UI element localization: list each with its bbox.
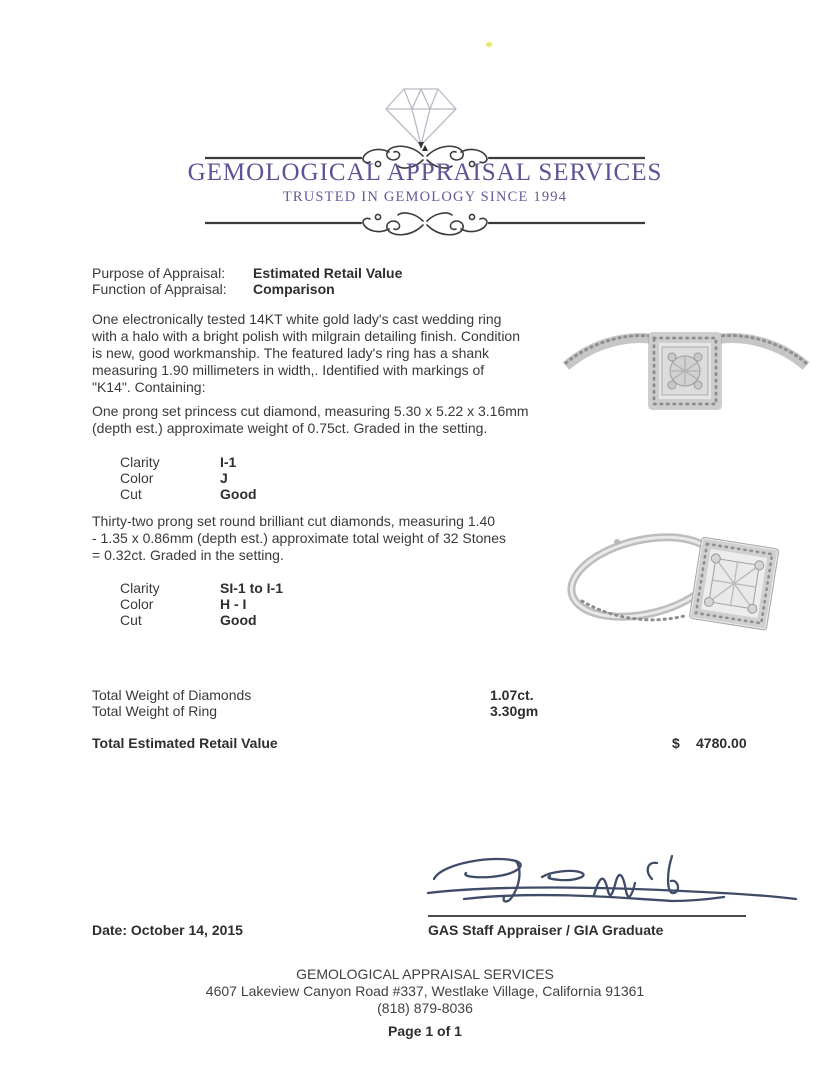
- total-ring-value: 3.30gm: [490, 703, 539, 719]
- company-tagline: TRUSTED IN GEMOLOGY SINCE 1994: [282, 189, 568, 205]
- appraiser-title: GAS Staff Appraiser / GIA Graduate: [428, 922, 664, 938]
- color-label: Color: [120, 596, 154, 612]
- total-ring-row: [92, 703, 538, 720]
- page-number: Page 1 of 1: [388, 1023, 462, 1039]
- cut-value: Good: [220, 612, 257, 628]
- footer-company: GEMOLOGICAL APPRAISAL SERVICES: [296, 966, 554, 982]
- clarity-label: Clarity: [120, 580, 160, 596]
- function-label: Function of Appraisal:: [92, 281, 227, 297]
- grade-row: [120, 596, 283, 612]
- grade-row: [120, 486, 257, 502]
- grade-row: [120, 470, 257, 486]
- currency-symbol: $: [672, 735, 680, 751]
- clarity-value: SI-1 to I-1: [220, 580, 284, 596]
- footer-address: 4607 Lakeview Canyon Road #337, Westlake Village, California 91361: [205, 983, 645, 999]
- clarity-value: I-1: [220, 454, 237, 470]
- cut-label: Cut: [120, 612, 142, 628]
- color-label: Color: [120, 470, 154, 486]
- purpose-row: [92, 265, 402, 282]
- purpose-value: Estimated Retail Value: [253, 265, 403, 281]
- total-diamonds-label: Total Weight of Diamonds: [92, 687, 252, 703]
- purpose-label: Purpose of Appraisal:: [92, 265, 226, 281]
- appraisal-date: Date: October 14, 2015: [92, 922, 243, 938]
- stone2-grades: [120, 580, 283, 628]
- color-value: J: [220, 470, 228, 486]
- grade-row: [120, 580, 283, 596]
- retail-value-label: Total Estimated Retail Value: [92, 735, 278, 751]
- company-title: GEMOLOGICAL APPRAISAL SERVICES: [187, 159, 663, 186]
- stone1-grades: [120, 454, 257, 502]
- color-value: H - I: [220, 596, 247, 612]
- signature-line: [428, 915, 746, 917]
- cut-label: Cut: [120, 486, 142, 502]
- footer-phone: (818) 879-8036: [377, 1000, 473, 1016]
- appraiser-signature: [424, 851, 804, 919]
- grade-row: [120, 612, 283, 628]
- total-diamonds-row: [92, 687, 534, 704]
- ring-description: One electronically tested 14KT white gold lady's cast wedding ring with a halo with a bright polish with milgrain detailing finish. Condition is new, good workmanship. The featured lady's ring has a shank measuring 1.90 millimeters in width,. Identified with markings of "K14". Containing:: [92, 311, 521, 395]
- stone1-description: One prong set princess cut diamond, measuring 5.30 x 5.22 x 3.16mm (depth est.) approximate weight of 0.75ct. Graded in the setting.: [92, 403, 529, 436]
- function-row: [92, 281, 335, 298]
- grade-row: [120, 454, 257, 470]
- retail-value-amount: 4780.00: [696, 735, 747, 751]
- total-diamonds-value: 1.07ct.: [490, 687, 534, 703]
- ring-photo-front: [560, 300, 812, 449]
- total-ring-label: Total Weight of Ring: [92, 703, 218, 719]
- clarity-label: Clarity: [120, 454, 160, 470]
- ring-photo-side: [560, 497, 815, 661]
- footer: [20, 966, 829, 1040]
- stone2-description: Thirty-two prong set round brilliant cut diamonds, measuring 1.40 - 1.35 x 0.86mm (depth est.) approximate total weight of 32 Stones = 0.32ct. Graded in the setting.: [92, 513, 506, 563]
- cut-value: Good: [220, 486, 257, 502]
- ornamental-divider-bottom: [205, 203, 645, 239]
- function-value: Comparison: [253, 281, 335, 297]
- scan-speck: [486, 42, 492, 47]
